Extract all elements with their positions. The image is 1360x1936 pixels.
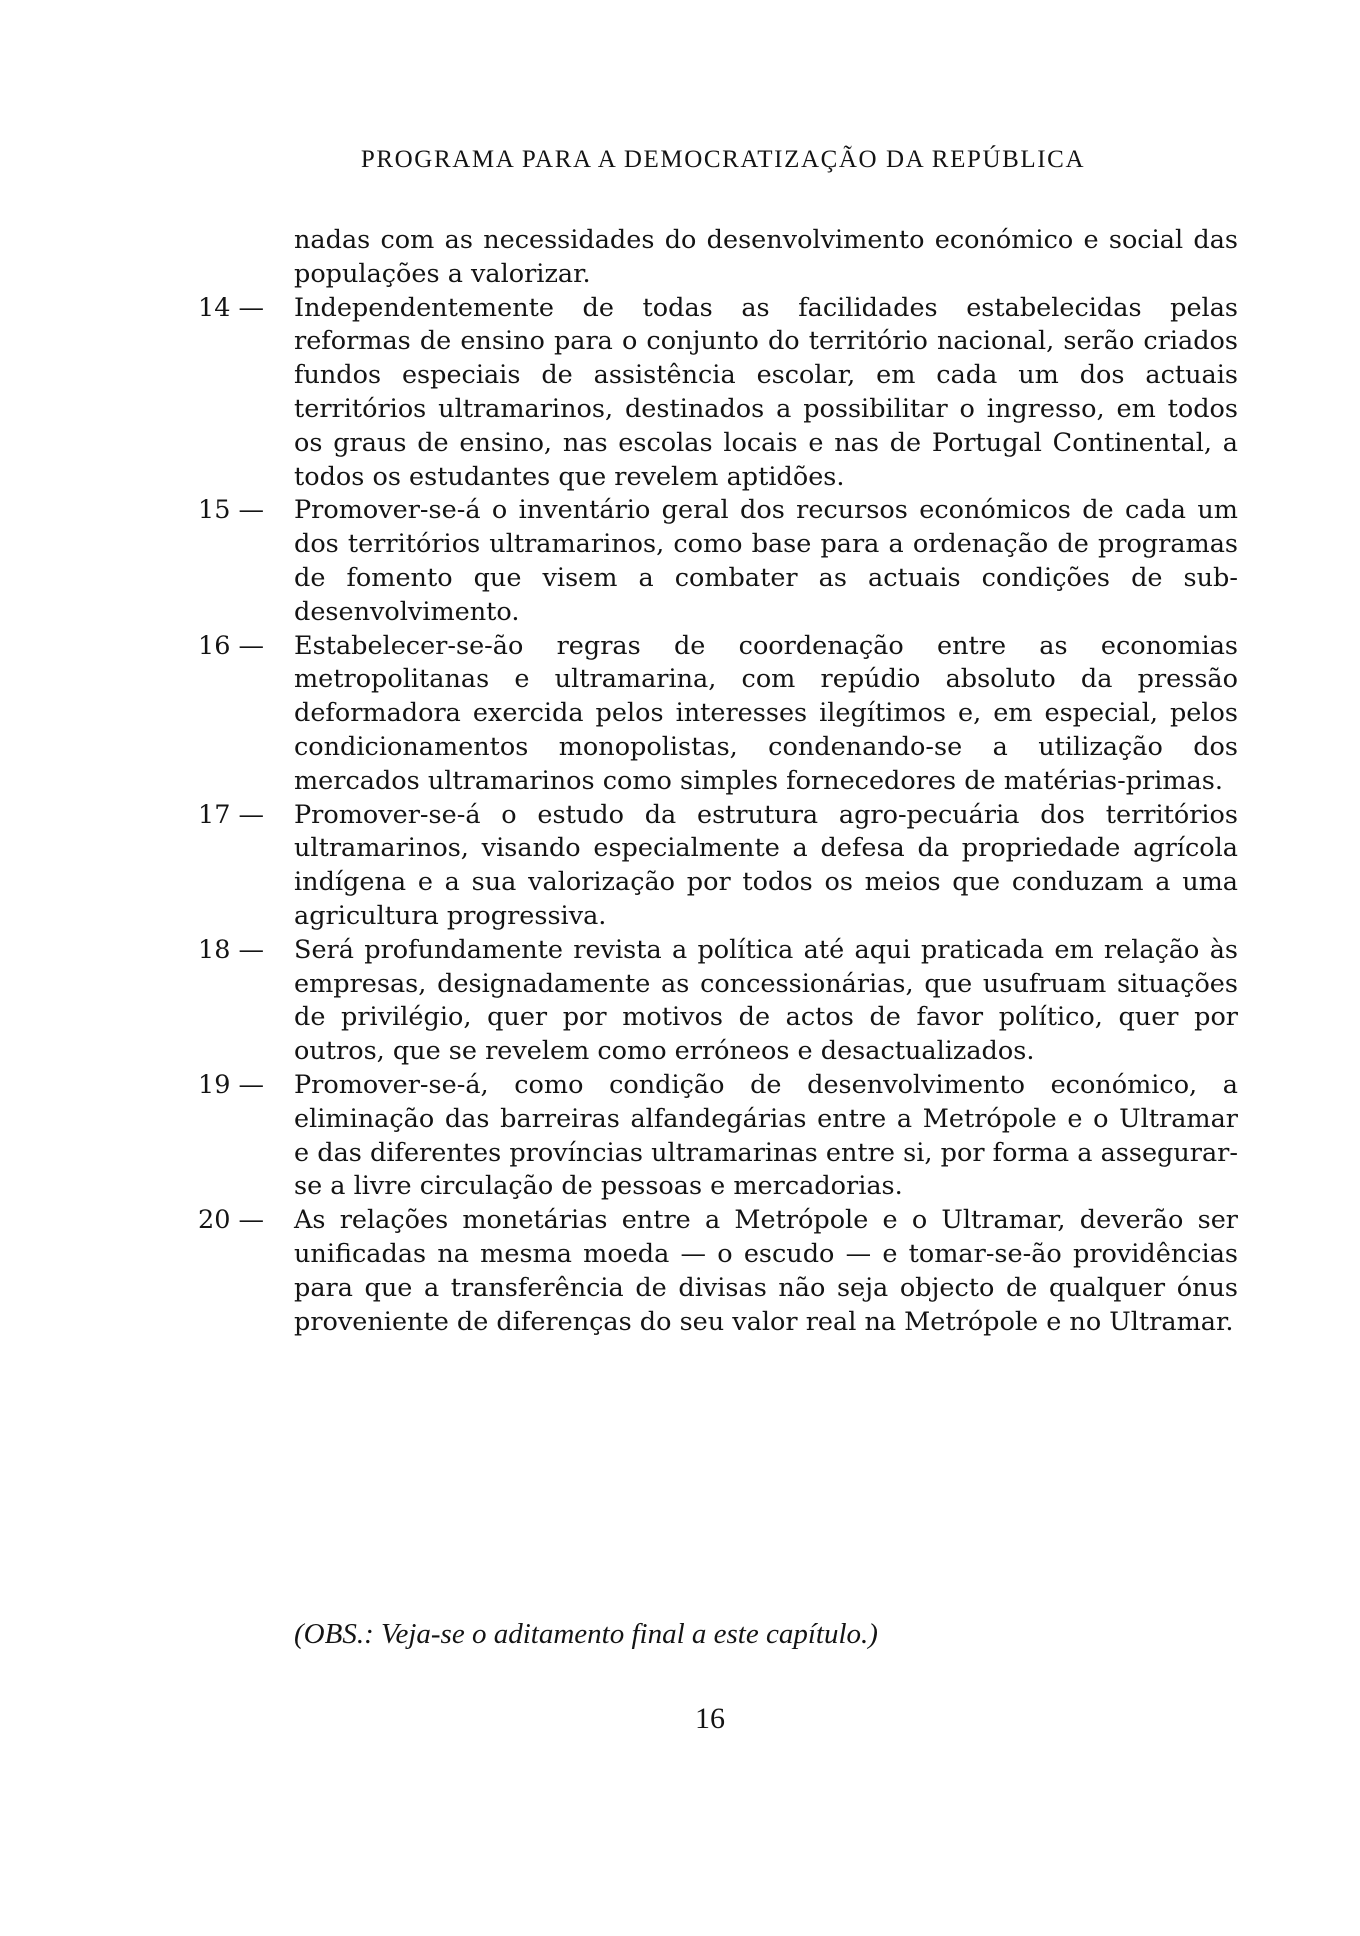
item-number: 16 —: [198, 630, 265, 661]
body-text: [198, 224, 1238, 1339]
item-text: Independentemente de todas as facilidades estabelecidas pelas reformas de ensino para o conjunto do território nacional, serão criados fundos especiais de assistência escolar, em cada um dos actuais territórios ultramarinos, destinados a possibilitar o ingresso, em todos os graus de ensino, nas escolas locais e nas de Portugal Continental, a todos os estudantes que revelem aptidões.: [294, 292, 1238, 492]
item-text: Promover-se-á o inventário geral dos recursos económicos de cada um dos territórios ultramarinos, como base para a ordenação de programas de fomento que visem a combater as actuais condições de sub-desenvolvimento.: [294, 495, 1238, 627]
item-number: 20 —: [198, 1205, 265, 1236]
item-number: 15 —: [198, 495, 265, 526]
item-14: [198, 292, 1238, 495]
item-17: [198, 799, 1238, 934]
item-15: [198, 494, 1238, 629]
item-text: As relações monetárias entre a Metrópole e o Ultramar, deverão ser unificadas na mesma moeda — o escudo — e tomar-se-ão providências para que a transferência de divisas não seja objecto de qualquer ónus proveniente de diferenças do seu valor real na Metrópole e no Ultramar.: [294, 1205, 1238, 1337]
page-number: 16: [695, 1702, 725, 1735]
item-number: 14 —: [198, 292, 265, 323]
item-number: 19 —: [198, 1069, 265, 1100]
item-20: [198, 1204, 1238, 1339]
item-16: [198, 630, 1238, 799]
item-19: [198, 1069, 1238, 1204]
continuation-paragraph: nadas com as necessidades do desenvolvimento económico e social das populações a valorizar.: [294, 225, 1238, 289]
item-18: [198, 934, 1238, 1069]
item-text: Será profundamente revista a política até aqui praticada em relação às empresas, designadamente as concessionárias, que usufruam situações de privilégio, quer por motivos de actos de favor político, quer por outros, que se revelem como erróneos e desactualizados.: [294, 934, 1238, 1067]
item-text: Promover-se-á o estudo da estrutura agro-pecuária dos territórios ultramarinos, visando especialmente a defesa da propriedade agrícola indígena e a sua valorização por todos os meios que conduzam a uma agricultura progressiva.: [294, 799, 1238, 931]
item-text: Promover-se-á, como condição de desenvolvimento económico, a eliminação das barreiras alfandegárias entre a Metrópole e o Ultramar e das diferentes províncias ultramarinas entre si, por forma a assegurar-se a livre circulação de pessoas e mercadorias.: [294, 1069, 1238, 1202]
running-title: PROGRAMA PARA A DEMOCRATIZAÇÃO DA REPÚBLICA: [360, 146, 1086, 173]
item-number: 18 —: [198, 934, 265, 965]
observation-note: (OBS.: Veja-se o aditamento final a este capítulo.): [294, 1618, 878, 1650]
item-number: 17 —: [198, 799, 265, 830]
item-text: Estabelecer-se-ão regras de coordenação entre as economias metropolitanas e ultramarina, com repúdio absoluto da pressão deformadora exercida pelos interesses ilegítimos e, em especial, pelos condicionamentos monopolistas, condenando-se a utilização dos mercados ultramarinos como simples fornecedores de matérias-primas.: [294, 630, 1238, 796]
